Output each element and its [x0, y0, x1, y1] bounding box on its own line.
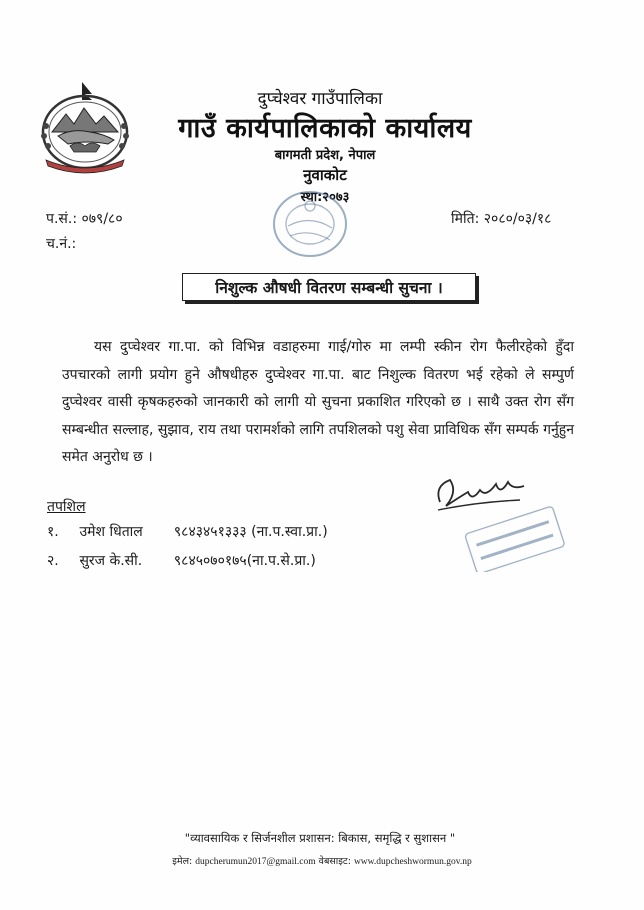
- contact-phone: ९८४३४५१३३३ (ना.प.स्वा.प्रा.): [173, 524, 328, 540]
- contact-phone: ९८४५०७०१७५(ना.प.से.प्रा.): [173, 553, 316, 569]
- contact-number: २.: [47, 553, 59, 569]
- details-heading: तपशिल: [47, 499, 86, 515]
- letter-number: प.सं.: ०७९/८०: [46, 211, 123, 227]
- contact-row: [47, 522, 328, 541]
- nepal-emblem-logo: [38, 80, 132, 176]
- established-year: स्था:२०७३: [300, 190, 350, 205]
- dispatch-number: च.नं.:: [46, 236, 77, 252]
- email-label: इमेल:: [172, 856, 196, 867]
- website-label: वेबसाइट:: [315, 856, 354, 867]
- email-address: dupcherumun2017@gmail.com: [195, 857, 316, 867]
- contact-name: सुरज के.सी.: [79, 553, 143, 569]
- letter-date: मिति: २०८०/०३/१८: [451, 211, 552, 227]
- footer-slogan: "व्यावसायिक र सिर्जनशील प्रशासन: बिकास, समृद्धि र सुशासन ": [184, 831, 456, 845]
- office-stamp: [270, 188, 350, 260]
- office-name: गाउँ कार्यपालिकाको कार्यालय: [178, 113, 472, 144]
- contact-number: १.: [47, 524, 59, 540]
- notice-body: यस दुप्चेश्वर गा.पा. को विभिन्न वडाहरुमा गाई/गोरु मा लम्पी स्कीन रोग फैलीरहेको हुँदा उपचारको लागी प्रयोग हुने औषधीहरु दुप्चेश्वर गा.पा. बाट निशुल्क वितरण भई रहेको ले सम्पुर्ण दुप्चेश्वर वासी कृषकहरुको जानकारी को लागी यो सुचना प्रकाशित गरिएको छ । साथै उक्त रोग सँग सम्बन्धीत सल्लाह, सुझाव, राय तथा परामर्शको लागि तपशिलको पशु सेवा प्राविधिक सँग सम्पर्क गर्नुहुन समेत अनुरोध छ ।: [62, 339, 574, 466]
- footer-contact: [120, 854, 524, 867]
- district-name: नुवाकोट: [303, 166, 347, 184]
- website-url: www.dupcheshwormun.gov.np: [353, 857, 472, 867]
- notice-title: निशुल्क औषधी वितरण सम्बन्धी सुचना ।: [182, 273, 476, 301]
- municipality-name: दुप्चेश्वर गाउँपालिका: [257, 89, 383, 109]
- signature-stamp: [428, 462, 566, 572]
- contact-name: उमेश धिताल: [79, 524, 143, 540]
- province-line: बागमती प्रदेश, नेपाल: [274, 148, 376, 163]
- contact-row: [47, 551, 316, 570]
